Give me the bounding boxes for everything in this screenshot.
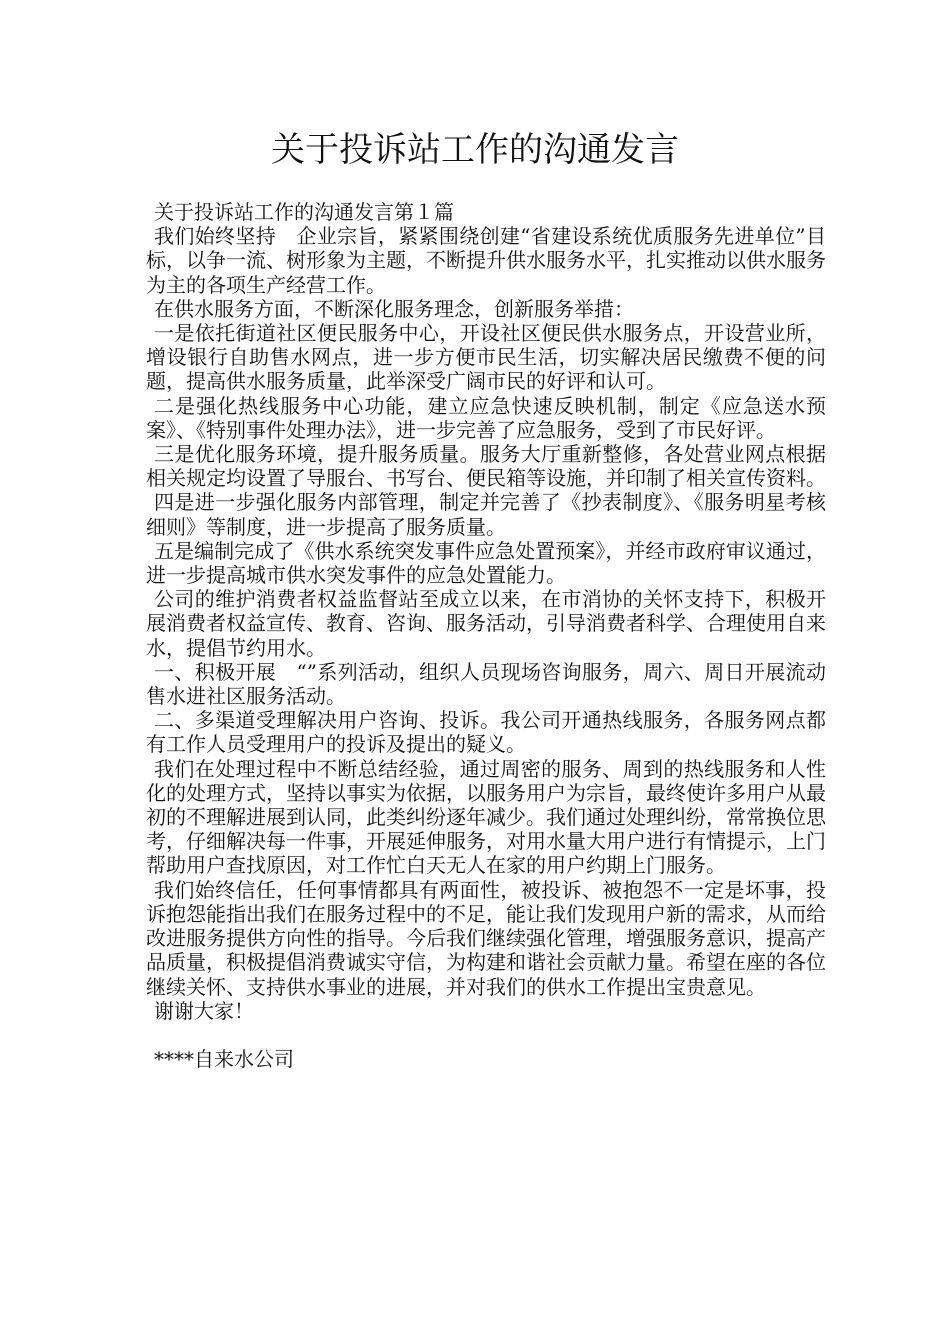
paragraph-5: 三是优化服务环境，提升服务质量。服务大厅重新整修，各处营业网点根据相关规定均设置了导服台、书写台、便民箱等设施，并印制了相关宣传资料。 — [146, 442, 826, 491]
document-subtitle: 关于投诉站工作的沟通发言第１篇 — [154, 200, 454, 224]
paragraph-12: 我们始终信任，任何事情都具有两面性，被投诉、被抱怨不一定是坏事，投诉抱怨能指出我们在服务过程中的不足，能让我们发现用户新的需求，从而给改进服务提供方向性的指导。今后我们继续强化管理，增强服务意识，提高产品质量，积极提倡消费诚实守信，为构建和谐社会贡献力量。希望在座的各位继续关怀、支持供水事业的进展，并对我们的供水工作提出宝贵意见。 — [146, 877, 826, 999]
closing-thanks: 谢谢大家！ — [154, 998, 254, 1023]
paragraph-7: 五是编制完成了《供水系统突发事件应急处置预案》，并经市政府审议通过，进一步提高城市供水突发事件的应急处置能力。 — [146, 538, 826, 588]
paragraph-1: 我们始终坚持 企业宗旨，紧紧围绕创建“省建设系统优质服务先进单位”目标，以争一流、树形象为主题，不断提升供水服务水平，扎实推动以供水服务为主的各项生产经营工作。 — [146, 224, 826, 297]
paragraph-10: 二、多渠道受理解决用户咨询、投诉。我公司开通热线服务，各服务网点都有工作人员受理用户的投诉及提出的疑义。 — [146, 708, 826, 757]
paragraph-9: 一、积极开展 “”系列活动，组织人员现场咨询服务，周六、周日开展流动售水进社区服务活动。 — [146, 659, 826, 709]
paragraph-11: 我们在处理过程中不断总结经验，通过周密的服务、周到的热线服务和人性化的处理方式，坚持以事实为依据，以服务用户为宗旨，最终使许多用户从最初的不理解进展到认同，此类纠纷逐年减少。我们通过处理纠纷，常常换位思考，仔细解决每一件事，开展延伸服务，对用水量大用户进行有情提示，上门帮助用户查找原因，对工作忙白天无人在家的用户约期上门服务。 — [146, 756, 826, 878]
signature: ****自来水公司 — [154, 1046, 294, 1071]
paragraph-4: 二是强化热线服务中心功能，建立应急快速反映机制，制定《应急送水预案》、《特别事件处理办法》，进一步完善了应急服务，受到了市民好评。 — [146, 393, 826, 442]
blank-line — [146, 1023, 826, 1047]
document-body — [146, 200, 826, 1071]
document-title: 关于投诉站工作的沟通发言 — [271, 130, 679, 170]
paragraph-6: 四是进一步强化服务内部管理，制定并完善了《抄表制度》、《服务明星考核细则》等制度，进一步提高了服务质量。 — [146, 490, 826, 539]
paragraph-8: 公司的维护消费者权益监督站至成立以来，在市消协的关怀支持下，积极开展消费者权益宣传、教育、咨询、服务活动，引导消费者科学、合理使用自来水，提倡节约用水。 — [146, 587, 826, 660]
paragraph-2: 在供水服务方面，不断深化服务理念，创新服务举措： — [154, 296, 634, 321]
paragraph-3: 一是依托街道社区便民服务中心，开设社区便民供水服务点，开设营业所，增设银行自助售水网点，进一步方便市民生活，切实解决居民缴费不便的问题，提高供水服务质量，此举深受广阔市民的好评和认可。 — [146, 321, 826, 394]
